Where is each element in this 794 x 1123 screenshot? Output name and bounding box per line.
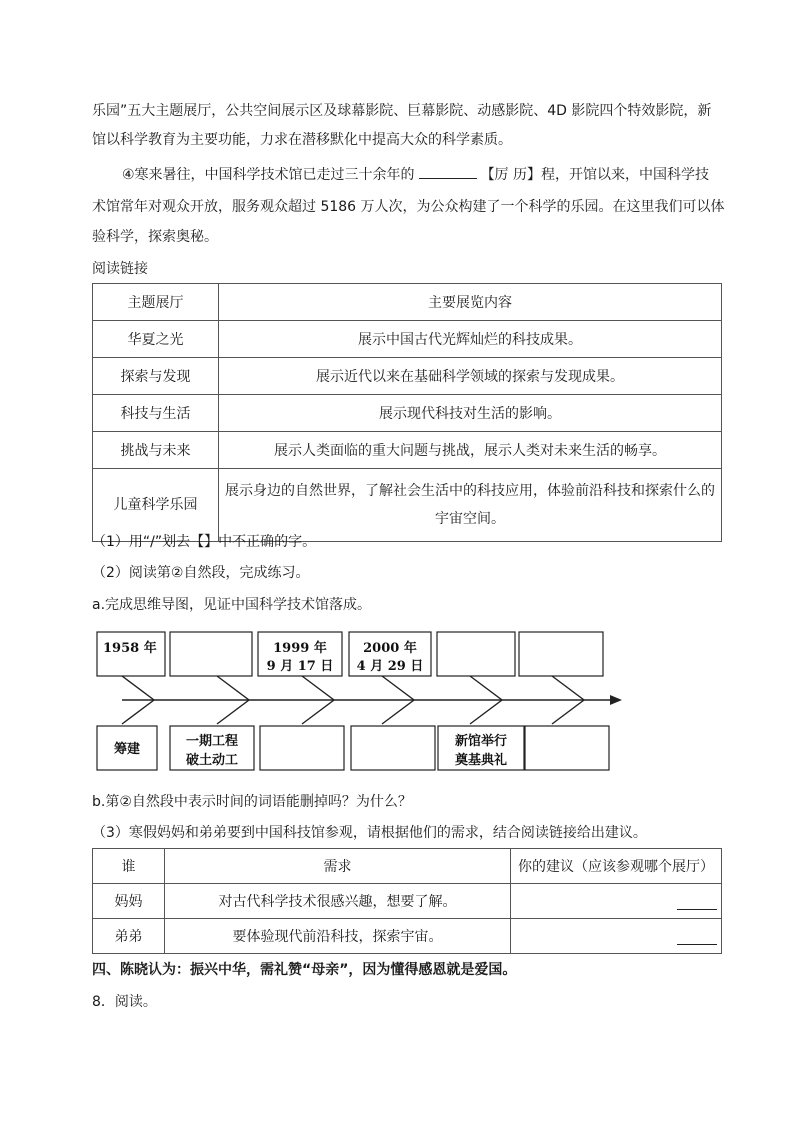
table-row [93,321,722,358]
timeline-box-bottom[interactable] [260,726,344,770]
timeline-box-bottom[interactable] [525,726,609,770]
paragraph-1-line-2: 馆以科学教育为主要功能，力求在潜移默化中提高大众的科学素质。 [92,132,512,148]
box-text: 新馆举行 [454,734,508,749]
box-text: 破土动工 [185,753,239,768]
section-4-heading: 四、陈晓认为：振兴中华，需礼赞“母亲”，因为懂得感恩就是爱国。 [92,962,517,978]
hall-name: 探索与发现 [93,358,219,395]
timeline-box-top[interactable] [519,632,603,676]
hall-name: 科技与生活 [93,395,219,432]
question-3: （3）寒假妈妈和弟弟要到中国科技馆参观，请根据他们的需求，结合阅读链接给出建议。 [92,825,647,841]
fishbone-mind-map [92,628,632,778]
hall-content: 展示近代以来在基础科学领域的探索与发现成果。 [219,358,722,395]
question-1: （1）用“/”划去【】中不正确的字。 [92,534,317,550]
answer-line[interactable] [677,893,717,910]
hall-name: 挑战与未来 [93,432,219,469]
item-8: 8．阅读。 [92,994,157,1010]
paragraph-4-text-a: ④寒来暑往，中国科学技术馆已走过三十余年的 [122,167,415,183]
paragraph-4-line-3: 验科学，探索奥秘。 [92,229,218,245]
box-text: 奠基典礼 [454,753,508,768]
answer-line[interactable] [677,928,717,945]
paragraph-1-line-1: 乐园”五大主题展厅，公共空间展示区及球幕影院、巨幕影院、动感影院、4D 影院四个特效影院，新 [92,103,712,119]
who-cell: 妈妈 [93,884,165,919]
reading-link-table [92,283,722,542]
reading-link-heading: 阅读链接 [92,261,148,277]
table-row [93,395,722,432]
timeline-box-bottom[interactable] [351,726,435,770]
advice-cell[interactable] [511,919,722,954]
table-row [93,358,722,395]
box-text: 一期工程 [185,734,239,749]
advice-cell[interactable] [511,884,722,919]
box-text: 1958 年 [103,641,157,656]
header-hall: 主题展厅 [93,284,219,321]
box-text: 9 月 17 日 [266,659,334,674]
header-advice: 你的建议（应该参观哪个展厅） [511,849,722,884]
hall-name: 华夏之光 [93,321,219,358]
who-cell: 弟弟 [93,919,165,954]
need-cell: 要体验现代前沿科技，探索宇宙。 [165,919,511,954]
hall-content: 展示人类面临的重大问题与挑战，展示人类对未来生活的畅享。 [219,432,722,469]
table-header-row [93,849,722,884]
box-text: 4 月 29 日 [356,659,424,674]
top-boxes [97,632,603,676]
table-row [93,919,722,954]
box-text: 筹建 [113,742,141,757]
question-2b: b.第②自然段中表示时间的词语能删掉吗？为什么？ [92,794,412,810]
header-who: 谁 [93,849,165,884]
hall-name: 儿童科学乐园 [93,469,219,542]
header-content: 主要展览内容 [219,284,722,321]
timeline-box-top[interactable] [170,632,252,676]
arrow-head-icon [610,695,622,705]
question-2: （2）阅读第②自然段，完成练习。 [92,565,310,581]
header-need: 需求 [165,849,511,884]
bottom-boxes [97,726,609,770]
timeline-box-top[interactable] [437,632,515,676]
paragraph-4-line-2: 术馆常年对观众开放，服务观众超过 5186 万人次，为公众构建了一个科学的乐园。在这里我们可以体 [92,199,725,215]
hall-content: 展示中国古代光辉灿烂的科技成果。 [219,321,722,358]
box-text: 1999 年 [273,641,327,656]
question-2a: a.完成思维导图，见证中国科学技术馆落成。 [92,597,372,613]
need-cell: 对古代科学技术很感兴趣，想要了解。 [165,884,511,919]
table-header-row [93,284,722,321]
box-text: 2000 年 [363,641,417,656]
hall-content: 展示身边的自然世界，了解社会生活中的科技应用，体验前沿科技和探索什么的宇宙空间。 [219,469,722,542]
hall-content: 展示现代科技对生活的影响。 [219,395,722,432]
table-row [93,469,722,542]
table-row [93,884,722,919]
paragraph-4-line-1 [122,164,752,185]
advice-table [92,848,722,954]
table-row [93,432,722,469]
fill-blank[interactable] [419,164,477,179]
paragraph-4-text-b: 【厉 历】程，开馆以来，中国科学技 [480,167,710,183]
